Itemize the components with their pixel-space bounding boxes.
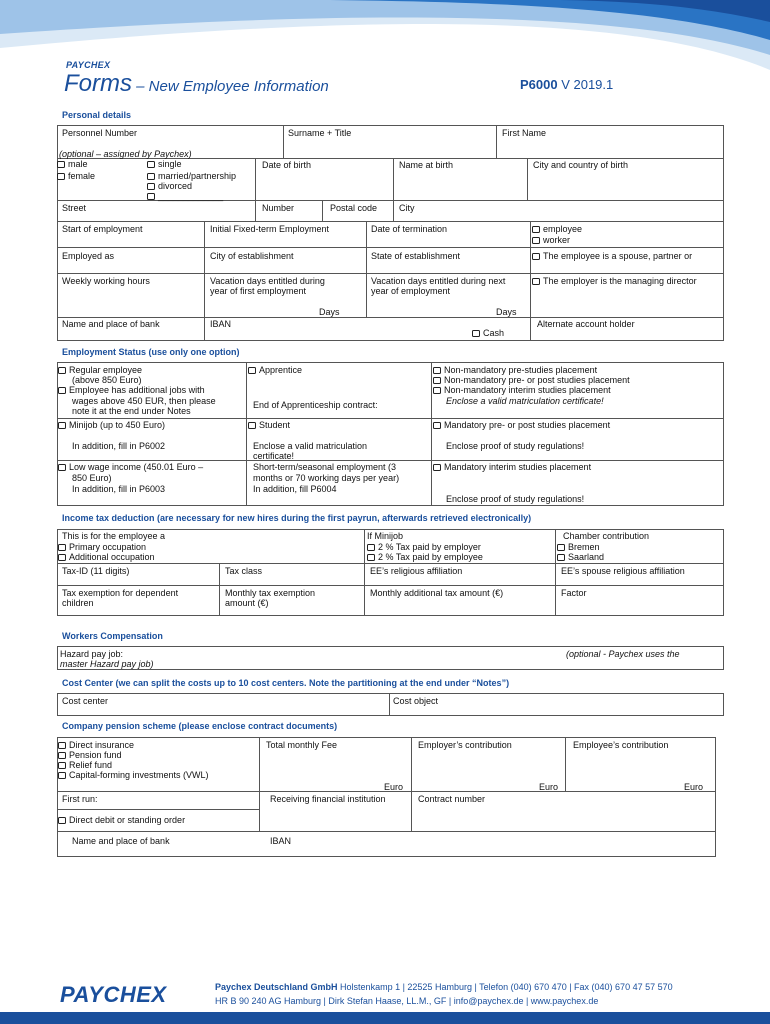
- worker-checkbox[interactable]: [532, 237, 540, 244]
- monthly-exemption-label-1: Monthly tax exemption: [225, 588, 316, 598]
- divorced-checkbox[interactable]: [147, 183, 155, 190]
- cash-label: Cash: [483, 328, 505, 338]
- enclose-cert2-line-2: certificate!: [253, 451, 295, 461]
- mandatory-interim-checkbox[interactable]: [433, 464, 441, 471]
- factor-label: Factor: [561, 588, 587, 598]
- direct-insurance-option[interactable]: [58, 740, 134, 751]
- employee-label: employee: [543, 224, 583, 234]
- initial-fixed-label: Initial Fixed-term Employment: [210, 224, 330, 234]
- monthly-exemption-label-2: amount (€): [225, 598, 269, 608]
- this-is-label: This is for the employee a: [62, 531, 166, 541]
- apprentice-label: Apprentice: [259, 365, 303, 375]
- enclose-proof2-note: Enclose proof of study regulations!: [446, 494, 585, 504]
- primary-occupation-checkbox[interactable]: [58, 544, 66, 551]
- bank-label: Name and place of bank: [62, 319, 160, 329]
- bremen-checkbox[interactable]: [557, 544, 565, 551]
- exemption-label-1: Tax exemption for dependent: [62, 588, 179, 598]
- other-status-checkbox[interactable]: [147, 193, 155, 200]
- single-checkbox[interactable]: [147, 161, 155, 168]
- pension-fund-label: Pension fund: [69, 750, 122, 760]
- direct-insurance-label: Direct insurance: [69, 740, 135, 750]
- employee-checkbox[interactable]: [532, 226, 540, 233]
- nm-pre-option[interactable]: [433, 365, 597, 376]
- direct-insurance-checkbox[interactable]: [58, 742, 66, 749]
- apprentice-checkbox[interactable]: [248, 367, 256, 374]
- short-term-line-2: months or 70 working days per year): [253, 473, 400, 483]
- primary-occupation-label: Primary occupation: [69, 542, 147, 552]
- nm-prepost-option[interactable]: [433, 375, 630, 386]
- pension-fund-checkbox[interactable]: [58, 752, 66, 759]
- form-version: V 2019.1: [557, 77, 614, 92]
- iban-label: IBAN: [210, 319, 232, 329]
- direct-debit-checkbox[interactable]: [58, 817, 66, 824]
- chamber-label: Chamber contribution: [563, 531, 650, 541]
- low-wage-label: Low wage income (450.01 Euro –: [69, 462, 204, 472]
- weekly-hours-label: Weekly working hours: [62, 276, 150, 286]
- married-checkbox[interactable]: [147, 173, 155, 180]
- state-establishment-label: State of establishment: [371, 251, 461, 261]
- mandatory-prepost-checkbox[interactable]: [433, 422, 441, 429]
- female-label: female: [68, 171, 96, 181]
- additional-jobs-checkbox[interactable]: [58, 387, 66, 394]
- other-status-blank: _____________: [158, 191, 224, 201]
- short-term-line-1: Short-term/seasonal employment (3: [253, 462, 397, 472]
- saarland-label: Saarland: [568, 552, 605, 562]
- student-option[interactable]: [248, 420, 290, 431]
- footer-company: Paychex Deutschland GmbH: [215, 982, 338, 992]
- other-status-option[interactable]: [147, 191, 223, 202]
- section-income-tax: Income tax deduction (are necessary for new hires during the first payrun, afterwards retrieved electronically): [62, 513, 532, 523]
- cash-option[interactable]: [472, 328, 504, 339]
- additional-occupation-label: Additional occupation: [69, 552, 155, 562]
- pension-iban-label: IBAN: [270, 836, 292, 846]
- married-label: married/partnership: [158, 171, 237, 181]
- footer-address: Holstenkamp 1 | 22525 Hamburg | Telefon (040) 670 470 | Fax (040) 670 47 57 570: [337, 982, 673, 992]
- enclose-cert-note: Enclose a valid matriculation certificate!: [446, 396, 604, 406]
- additional-occupation-checkbox[interactable]: [58, 554, 66, 561]
- form-number: [520, 77, 613, 92]
- male-label: male: [68, 159, 88, 169]
- section-pension: Company pension scheme (please enclose contract documents): [62, 721, 338, 731]
- male-checkbox[interactable]: [57, 161, 65, 168]
- additional-jobs-label: Employee has additional jobs with: [69, 385, 205, 395]
- nm-prepost-checkbox[interactable]: [433, 377, 441, 384]
- personnel-optional-note: (optional – assigned by Paychex): [59, 149, 192, 159]
- section-cost-center: Cost Center (we can split the costs up to 10 cost centers. Note the partitioning at the end under “Notes”): [62, 678, 510, 688]
- low-wage-checkbox[interactable]: [58, 464, 66, 471]
- first-run-label: First run:: [62, 794, 98, 804]
- religious-label: EE’s religious affiliation: [370, 566, 463, 576]
- tax-class-label: Tax class: [225, 566, 263, 576]
- minijob-checkbox[interactable]: [58, 422, 66, 429]
- form-title: [64, 70, 329, 98]
- termination-label: Date of termination: [371, 224, 448, 234]
- personnel-number-label: Personnel Number: [62, 128, 138, 138]
- dob-label: Date of birth: [262, 160, 312, 170]
- title-forms: Forms: [64, 70, 132, 97]
- hazard-label-2: master Hazard pay job): [60, 659, 154, 669]
- minijob-option[interactable]: [58, 420, 165, 431]
- footer-logo: PAYCHEX: [60, 982, 167, 1007]
- street-label: Street: [62, 203, 87, 213]
- regular-employee-label: Regular employee: [69, 365, 143, 375]
- minijob-label: Minijob (up to 450 Euro): [69, 420, 166, 430]
- capital-forming-label: Capital-forming investments (VWL): [69, 770, 209, 780]
- mandatory-prepost-label: Mandatory pre- or post studies placement: [444, 420, 611, 430]
- first-name-label: First Name: [502, 128, 547, 138]
- nm-prepost-label: Non-mandatory pre- or post studies placement: [444, 375, 630, 385]
- male-option[interactable]: [57, 159, 88, 170]
- primary-occupation-option[interactable]: [58, 542, 146, 553]
- capital-forming-checkbox[interactable]: [58, 772, 66, 779]
- regular-employee-note: (above 850 Euro): [72, 375, 142, 385]
- employee-euro-unit: Euro: [684, 782, 704, 792]
- student-label: Student: [259, 420, 291, 430]
- spouse-option[interactable]: [532, 251, 692, 262]
- managing-director-option[interactable]: [532, 276, 697, 287]
- direct-debit-option[interactable]: [58, 815, 185, 826]
- additional-occupation-option[interactable]: [58, 552, 155, 563]
- nm-interim-label: Non-mandatory interim studies placement: [444, 385, 611, 395]
- cash-checkbox[interactable]: [472, 330, 480, 337]
- direct-debit-label: Direct debit or standing order: [69, 815, 186, 825]
- section-employment-status: Employment Status (use only one option): [62, 347, 240, 357]
- student-checkbox[interactable]: [248, 422, 256, 429]
- pension-fund-option[interactable]: [58, 750, 122, 761]
- footer-bar: [0, 1012, 770, 1024]
- nm-interim-checkbox[interactable]: [433, 387, 441, 394]
- brand-small: PAYCHEX: [66, 60, 111, 70]
- monthly-additional-label: Monthly additional tax amount (€): [370, 588, 504, 598]
- additional-jobs-option[interactable]: [58, 385, 205, 396]
- relief-fund-option[interactable]: [58, 760, 112, 771]
- mandatory-interim-option[interactable]: [433, 462, 591, 473]
- mandatory-prepost-option[interactable]: [433, 420, 610, 431]
- vacation-next-label-1: Vacation days entitled during next: [371, 276, 506, 286]
- end-apprentice-label: End of Apprenticeship contract:: [253, 400, 378, 410]
- mandatory-interim-label: Mandatory interim studies placement: [444, 462, 592, 472]
- tax-employee-checkbox[interactable]: [367, 554, 375, 561]
- form-code: P6000: [520, 77, 558, 92]
- bremen-label: Bremen: [568, 542, 600, 552]
- saarland-option[interactable]: [557, 552, 604, 563]
- cost-center-label: Cost center: [62, 696, 109, 706]
- spouse-checkbox[interactable]: [532, 253, 540, 260]
- relief-fund-checkbox[interactable]: [58, 762, 66, 769]
- additional-jobs-line-3: note it at the end under Notes: [72, 406, 191, 416]
- married-option[interactable]: [147, 171, 236, 182]
- apprentice-option[interactable]: [248, 365, 302, 376]
- tax-employer-label: 2 % Tax paid by employer: [378, 542, 481, 552]
- employee-option[interactable]: [532, 224, 582, 235]
- female-checkbox[interactable]: [57, 173, 65, 180]
- enclose-proof-note: Enclose proof of study regulations!: [446, 441, 585, 451]
- worker-option[interactable]: [532, 235, 570, 246]
- low-wage-line-2: 850 Euro): [72, 473, 112, 483]
- cost-object-label: Cost object: [393, 696, 439, 706]
- fill-p6002-note: In addition, fill in P6002: [72, 441, 166, 451]
- regular-employee-checkbox[interactable]: [58, 367, 66, 374]
- low-wage-line-3: In addition, fill in P6003: [72, 484, 166, 494]
- alt-holder-label: Alternate account holder: [537, 319, 635, 329]
- managing-director-label: The employer is the managing director: [543, 276, 697, 286]
- start-employment-label: Start of employment: [62, 224, 143, 234]
- days-first-unit: Days: [319, 307, 340, 317]
- capital-forming-option[interactable]: [58, 770, 209, 781]
- number-label: Number: [262, 203, 295, 213]
- female-option[interactable]: [57, 171, 95, 182]
- managing-director-checkbox[interactable]: [532, 278, 540, 285]
- title-rest: – New Employee Information: [132, 78, 329, 95]
- city-label: City: [399, 203, 415, 213]
- section-personal: Personal details: [62, 110, 132, 120]
- footer-line-1: [215, 982, 673, 992]
- postal-code-label: Postal code: [330, 203, 378, 213]
- city-establishment-label: City of establishment: [210, 251, 294, 261]
- tax-employee-label: 2 % Tax paid by employee: [378, 552, 483, 562]
- spouse-label: The employee is a spouse, partner or: [543, 251, 693, 261]
- enclose-cert2-line-1: Enclose a valid matriculation: [253, 441, 368, 451]
- tax-employer-option[interactable]: [367, 542, 481, 553]
- additional-jobs-line-2: wages above 450 EUR, then please: [72, 396, 216, 406]
- hazard-optional-note: (optional - Paychex uses the: [566, 649, 680, 659]
- single-label: single: [158, 159, 182, 169]
- single-option[interactable]: [147, 159, 182, 170]
- employer-contribution-label: Employer’s contribution: [418, 740, 512, 750]
- relief-fund-label: Relief fund: [69, 760, 113, 770]
- total-fee-euro-unit: Euro: [384, 782, 404, 792]
- worker-label: worker: [543, 235, 571, 245]
- tax-id-label: Tax-ID (11 digits): [62, 566, 130, 576]
- employer-euro-unit: Euro: [539, 782, 559, 792]
- low-wage-option[interactable]: [58, 462, 203, 473]
- divorced-option[interactable]: [147, 181, 192, 192]
- employee-contribution-label: Employee’s contribution: [573, 740, 669, 750]
- employed-as-label: Employed as: [62, 251, 115, 261]
- tax-employee-option[interactable]: [367, 552, 483, 563]
- days-next-unit: Days: [496, 307, 517, 317]
- short-term-line-3: In addition, fill P6004: [253, 484, 337, 494]
- exemption-label-2: children: [62, 598, 94, 608]
- spouse-religious-label: EE’s spouse religious affiliation: [561, 566, 685, 576]
- if-minijob-label: If Minijob: [367, 531, 404, 541]
- contract-number-label: Contract number: [418, 794, 486, 804]
- tax-employer-checkbox[interactable]: [367, 544, 375, 551]
- section-workers-comp: Workers Compensation: [62, 631, 163, 641]
- city-country-birth-label: City and country of birth: [533, 160, 629, 170]
- total-fee-label: Total monthly Fee: [266, 740, 338, 750]
- saarland-checkbox[interactable]: [557, 554, 565, 561]
- hazard-label-1: Hazard pay job:: [60, 649, 124, 659]
- footer-line-2: HR B 90 240 AG Hamburg | Dirk Stefan Haase, LL.M., GF | info@paychex.de | www.paychex.de: [215, 996, 599, 1006]
- vacation-first-label-1: Vacation days entitled during: [210, 276, 325, 286]
- surname-label: Surname + Title: [288, 128, 352, 138]
- nm-pre-checkbox[interactable]: [433, 367, 441, 374]
- nm-pre-label: Non-mandatory pre-studies placement: [444, 365, 598, 375]
- regular-employee-option[interactable]: [58, 365, 142, 376]
- receiving-institution-label: Receiving financial institution: [270, 794, 386, 804]
- nm-interim-option[interactable]: [433, 385, 611, 396]
- bremen-option[interactable]: [557, 542, 600, 553]
- divorced-label: divorced: [158, 181, 193, 191]
- pension-bank-label: Name and place of bank: [72, 836, 170, 846]
- vacation-next-label-2: year of employment: [371, 286, 451, 296]
- vacation-first-label-2: year of first employment: [210, 286, 307, 296]
- name-at-birth-label: Name at birth: [399, 160, 454, 170]
